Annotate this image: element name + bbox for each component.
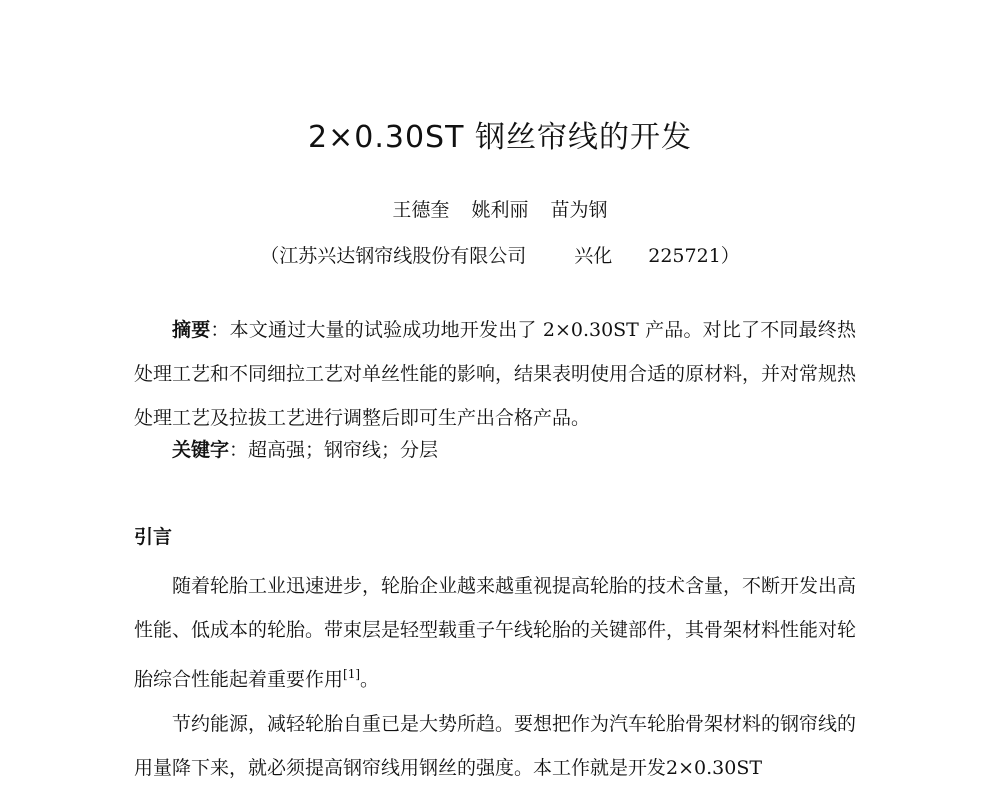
keywords	[172, 432, 438, 468]
author-list	[0, 196, 1000, 224]
body-paragraph	[134, 564, 856, 701]
affiliation-company: 江苏兴达钢帘线股份有限公司	[279, 245, 527, 267]
author-name: 王德奎	[392, 199, 450, 221]
keywords-text: ：超高强；钢帘线；分层	[229, 439, 439, 461]
abstract-label: 摘要	[172, 319, 211, 341]
affiliation-open-paren: （	[260, 245, 280, 267]
author-name: 苗为钢	[550, 199, 608, 221]
keywords-label: 关键字	[172, 439, 230, 461]
affiliation-close-paren: ）	[720, 245, 740, 267]
paper-title: 2×0.30ST 钢丝帘线的开发	[308, 120, 692, 155]
paragraph-text: 随着轮胎工业迅速进步，轮胎企业越来越重视提高轮胎的技术含量，不断开发出高性能、低成本的轮胎。带束层是轻型载重子午线轮胎的关键部件，其骨架材料性能对轮胎综合性能起着重要作用	[134, 575, 857, 691]
body-paragraph: 节约能源，减轻轮胎自重已是大势所趋。要想把作为汽车轮胎骨架材料的钢帘线的用量降下来，就必须提高钢帘线用钢丝的强度。本工作就是开发2×0.30ST	[134, 713, 857, 779]
paragraph-end: 。	[360, 668, 380, 691]
affiliation-city: 兴化	[574, 245, 613, 267]
affiliation-postcode: 225721	[648, 245, 721, 267]
affiliation	[0, 242, 1000, 270]
abstract-text: ：本文通过大量的试验成功地开发出了 2×0.30ST 产品。对比了不同最终热处理工艺和不同细拉工艺对单丝性能的影响，结果表明使用合适的原材料，并对常规热处理工艺及拉拔工艺进行调整后即可生产出合格产品。	[134, 319, 857, 429]
citation-reference[interactable]: [1]	[343, 667, 361, 681]
author-name: 姚利丽	[471, 199, 529, 221]
abstract	[134, 308, 856, 440]
section-heading: 引言	[134, 526, 173, 548]
